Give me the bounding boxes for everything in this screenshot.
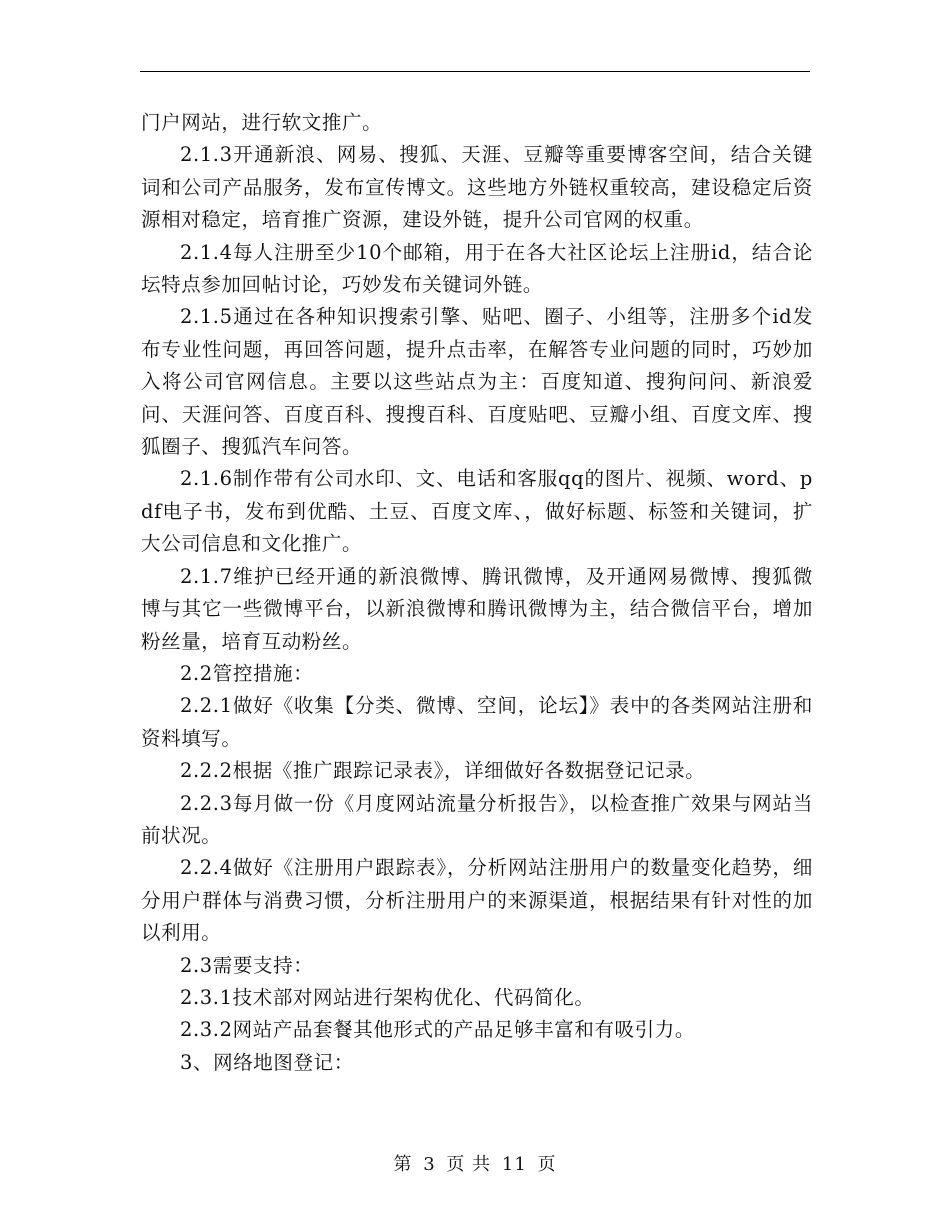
paragraph-continuation: 门户网站，进行软文推广。 [141,111,383,134]
footer-middle: 页 共 [446,1154,492,1175]
paragraph-2-2-1: 2.2.1做好《收集【分类、微博、空间，论坛】》表中的各类网站注册和资料填写。 [141,694,813,750]
paragraph-2-1-5: 2.1.5通过在各种知识搜索引擎、贴吧、圈子、小组等，注册多个id发布专业性问题，再回答问题，提升点击率，在解答专业问题的同时，巧妙加入将公司官网信息。主要以这些站点为主：百度知道、搜狗问问、新浪爱问、天涯问答、百度百科、搜搜百科、百度贴吧、豆瓣小组、百度文库、搜狐圈子、搜狐汽车问答。 [141,305,813,459]
footer-suffix: 页 [537,1154,557,1175]
header-rule [140,71,810,72]
heading-2-2: 2.2管控措施： [180,661,314,685]
paragraph-2-3-2: 2.3.2网站产品套餐其他形式的产品足够丰富和有吸引力。 [180,1018,695,1042]
page-footer [0,1152,950,1178]
paragraph-2-1-4: 2.1.4每人注册至少10个邮箱，用于在各大社区论坛上注册id，结合论坛特点参加回帖讨论，巧妙发布关键词外链。 [141,240,813,297]
footer-prefix: 第 [393,1154,413,1175]
footer-current-page: 3 [423,1154,436,1175]
paragraph-2-2-3: 2.2.3每月做一份《月度网站流量分析报告》，以检查推广效果与网站当前状况。 [141,791,813,847]
heading-2-3: 2.3需要支持： [180,953,314,977]
paragraph-2-1-7: 2.1.7维护已经开通的新浪微博、腾讯微博，及开通网易微博、搜狐微博与其它一些微博平台，以新浪微博和腾讯微博为主，结合微信平台，增加粉丝量，培育互动粉丝。 [141,564,813,653]
paragraph-2-3-1: 2.3.1技术部对网站进行架构优化、代码简化。 [180,985,595,1009]
paragraph-2-1-3: 2.1.3开通新浪、网易、搜狐、天涯、豆瓣等重要博客空间，结合关键词和公司产品服务，发布宣传博文。这些地方外链权重较高，建设稳定后资源相对稳定，培育推广资源，建设外链，提升公司官网的权重。 [141,143,813,232]
heading-3: 3、网络地图登记： [180,1050,354,1074]
paragraph-2-1-6: 2.1.6制作带有公司水印、文、电话和客服qq的图片、视频、word、pdf电子书，发布到优酷、土豆、百度文库、，做好标题、标签和关键词，扩大公司信息和文化推广。 [141,467,813,556]
footer-total-pages: 11 [501,1154,527,1175]
document-body [141,107,813,1079]
paragraph-2-2-4: 2.2.4做好《注册用户跟踪表》，分析网站注册用户的数量变化趋势，细分用户群体与消费习惯，分析注册用户的来源渠道，根据结果有针对性的加以利用。 [141,856,813,945]
paragraph-2-2-2: 2.2.2根据《推广跟踪记录表》，详细做好各数据登记记录。 [180,759,706,783]
